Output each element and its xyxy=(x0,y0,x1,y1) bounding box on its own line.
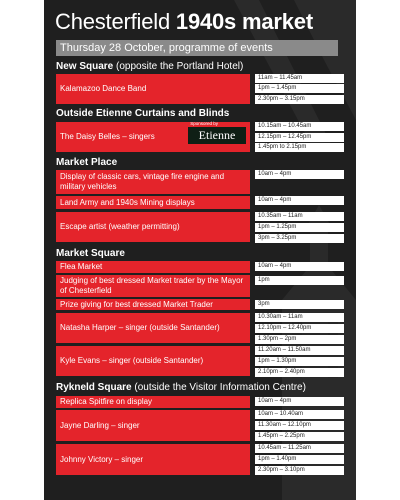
section-name: Market Square xyxy=(56,248,125,259)
event-time: 1.30pm – 2pm xyxy=(255,335,344,344)
event-time: 10am – 4pm xyxy=(255,196,344,205)
event-row xyxy=(56,212,250,242)
event-time: 12.10pm – 12.40pm xyxy=(255,324,344,333)
section-heading-rykneld-square xyxy=(56,382,306,393)
event-title: Display of classic cars, vintage fire engine and military vehicles xyxy=(60,172,225,191)
event-time: 10.35am – 11am xyxy=(255,212,344,221)
sponsor-badge xyxy=(188,121,246,146)
section-heading-etienne xyxy=(56,108,229,119)
event-time: 1pm – 1.25pm xyxy=(255,223,344,232)
event-title: Natasha Harper – singer xyxy=(60,323,148,332)
event-row xyxy=(56,196,250,209)
event-time: 10am – 4pm xyxy=(255,397,344,406)
event-title: Johnny Victory – singer xyxy=(60,454,144,464)
event-row xyxy=(56,261,250,273)
event-note: (outside Santander) xyxy=(147,323,220,332)
event-title: Kalamazoo Dance Band xyxy=(60,84,147,93)
event-time: 1pm – 1.45pm xyxy=(255,84,344,93)
section-name: Market Place xyxy=(56,157,118,168)
page-title xyxy=(55,9,313,35)
event-time: 2.30pm – 3.10pm xyxy=(255,466,344,475)
event-time: 10.30am – 11am xyxy=(255,313,344,322)
section-location-note: (outside the Visitor Information Centre) xyxy=(131,382,306,393)
event-time: 11am – 11.45am xyxy=(255,74,344,83)
event-title: Replica Spitfire on display xyxy=(60,397,153,406)
event-note: (outside Santander) xyxy=(130,356,204,365)
section-heading-market-place xyxy=(56,157,117,168)
event-time: 10.15am – 10.45am xyxy=(255,122,344,131)
event-title: Land Army and 1940s Mining displays xyxy=(60,197,195,207)
event-row xyxy=(56,299,250,310)
section-name: Outside Etienne Curtains and Blinds xyxy=(56,108,230,119)
event-time: 1.45pm – 2.25pm xyxy=(255,432,344,441)
event-row xyxy=(56,410,250,441)
event-time: 10.45am – 11.25am xyxy=(255,444,344,453)
event-time: 10am – 4pm xyxy=(255,170,344,179)
event-row xyxy=(56,170,250,194)
programme-poster xyxy=(44,0,356,500)
section-name: New Square xyxy=(56,61,114,72)
event-row xyxy=(56,275,250,297)
event-time: 2.10pm – 2.40pm xyxy=(255,368,344,377)
event-time: 1.45pm to 2.15pm xyxy=(255,143,344,152)
event-time: 1pm – 1.30pm xyxy=(255,357,344,366)
event-row xyxy=(56,74,250,104)
event-time: 11.20am – 11.50am xyxy=(255,346,344,355)
event-row xyxy=(56,444,250,475)
event-time: 3pm – 3.25pm xyxy=(255,234,344,243)
event-time: 10am – 10.40am xyxy=(255,410,344,419)
section-heading-new-square xyxy=(56,61,243,72)
title-town: Chesterfield xyxy=(55,9,176,34)
event-note: (weather permitting) xyxy=(106,222,180,231)
section-name: Rykneld Square xyxy=(56,382,132,393)
event-time: 3pm xyxy=(255,300,344,309)
sponsor-label: Sponsored by xyxy=(190,121,218,126)
event-title: Flea Market xyxy=(60,262,103,271)
section-heading-market-square xyxy=(56,248,125,259)
date-subtitle: Thursday 28 October, programme of events xyxy=(56,40,338,56)
event-title: Kyle Evans – singer xyxy=(60,356,131,365)
event-time: 12.15pm – 12.45pm xyxy=(255,133,344,142)
title-event: 1940s market xyxy=(175,9,313,34)
event-row xyxy=(56,396,250,408)
event-row xyxy=(56,313,250,343)
event-time: 10am – 4pm xyxy=(255,262,344,271)
event-time: 2.30pm – 3.15pm xyxy=(255,95,344,104)
event-title: Jayne Darling – singer xyxy=(60,420,140,430)
event-row xyxy=(56,346,250,376)
event-title: The Daisy Belles – singers xyxy=(60,132,155,141)
event-time: 11.30am – 12.10pm xyxy=(255,421,344,430)
etienne-logo: Etienne xyxy=(188,127,246,144)
event-time: 1pm – 1.40pm xyxy=(255,455,344,464)
event-title: Judging of best dressed Market trader by the Mayor of Chesterfield xyxy=(60,276,244,295)
event-time: 1pm xyxy=(255,276,344,285)
section-location-note: (opposite the Portland Hotel) xyxy=(113,61,244,72)
event-title: Prize giving for best dressed Market Trader xyxy=(60,299,213,309)
event-title: Escape artist xyxy=(60,222,107,231)
